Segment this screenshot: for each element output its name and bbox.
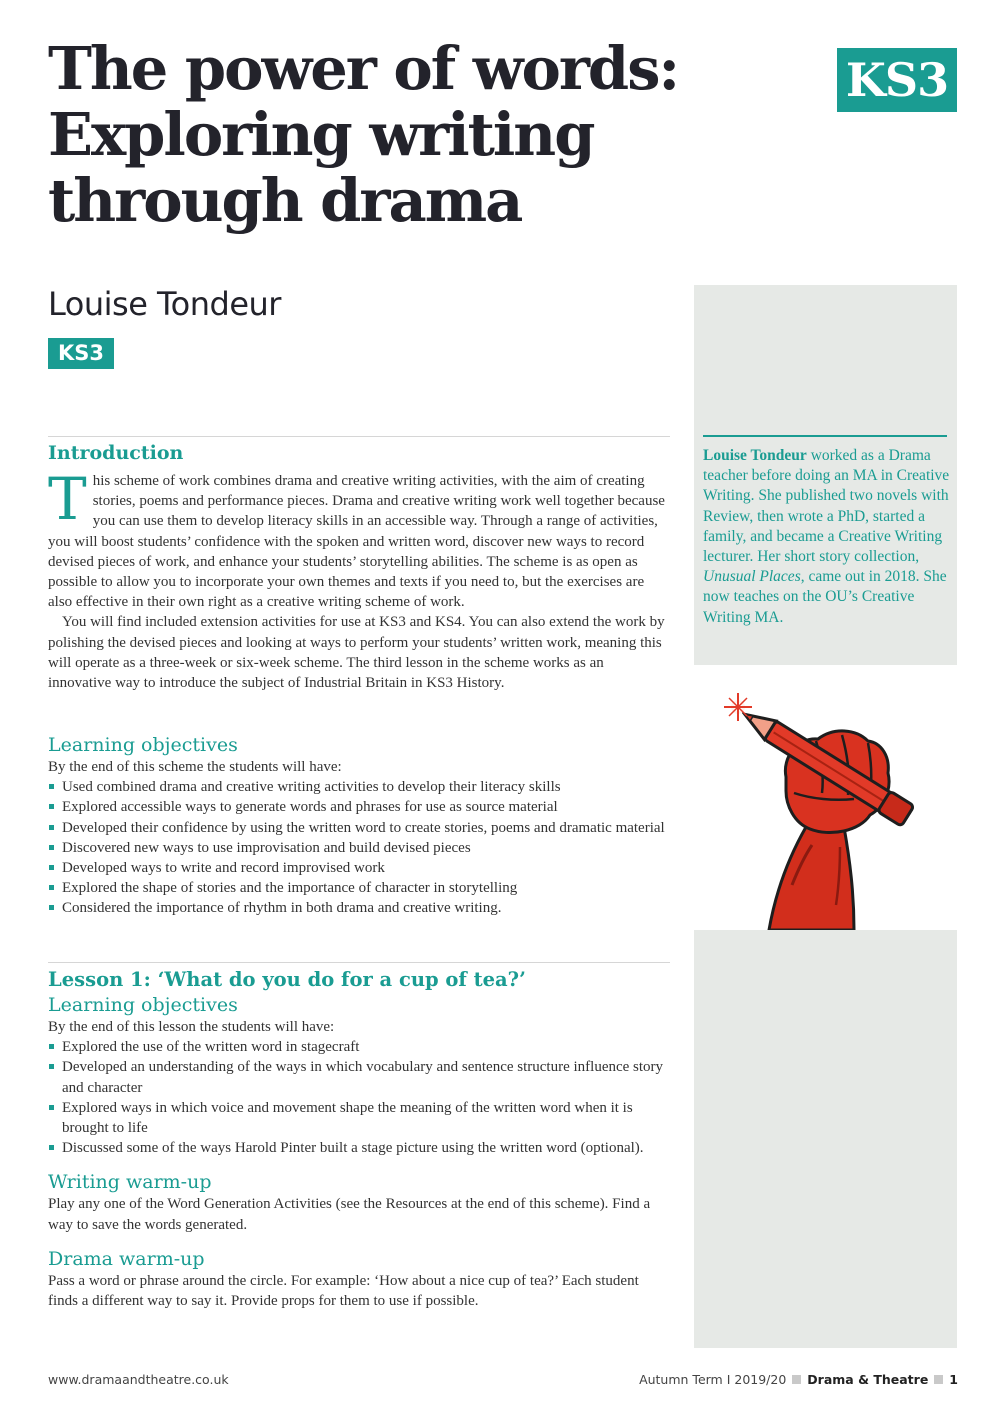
square-icon [934, 1375, 943, 1384]
level-badge: KS3 [48, 338, 114, 369]
lesson-1-section [48, 967, 670, 1311]
list-item: Explored the use of the written word in stagecraft [48, 1037, 670, 1057]
list-item: Explored the shape of stories and the importance of character in storytelling [48, 878, 670, 898]
hand-holding-pencil-illustration [694, 665, 957, 930]
lesson-1-objectives-heading: Learning objectives [48, 994, 238, 1016]
learning-objectives-list [48, 777, 670, 918]
list-item: Discussed some of the ways Harold Pinter built a stage picture using the written word (optional). [48, 1138, 670, 1158]
list-item: Considered the importance of rhythm in both drama and creative writing. [48, 898, 670, 918]
page-number: 1 [949, 1372, 958, 1387]
list-item: Explored accessible ways to generate words and phrases for use as source material [48, 797, 670, 817]
author-name: Louise Tondeur [48, 285, 281, 323]
introduction-paragraph-2: You will find included extension activities for use at KS3 and KS4. You can also extend the work by polishing the devised pieces and looking at ways to perform your students’ written work, meaning this will operate as a three-week or six-week scheme. The third lesson in the scheme works as an innovative way to introduce the subject of Industrial Britain in KS3 History. [48, 614, 665, 692]
footer-issue: Autumn Term I 2019/20 [639, 1372, 787, 1387]
list-item: Developed an understanding of the ways in which vocabulary and sentence structure influence story and character [48, 1057, 670, 1097]
title-line: The power of words: [48, 34, 679, 103]
page-title [48, 36, 688, 234]
author-bio [703, 446, 951, 628]
ks3-logo: KS3 [837, 48, 957, 112]
list-item: Developed their confidence by using the written word to create stories, poems and dramatic material [48, 818, 670, 838]
introduction-body [48, 465, 670, 612]
drop-cap: T [48, 465, 87, 533]
section-divider [48, 436, 670, 437]
learning-objectives-section [48, 733, 670, 919]
bio-text: , came out in 2018. She now teaches on the OU’s Creative Writing MA. [703, 568, 947, 626]
writing-warm-up-text: Play any one of the Word Generation Activities (see the Resources at the end of this scheme). Find a way to save the words generated. [48, 1196, 651, 1233]
lesson-1-heading: Lesson 1: ‘What do you do for a cup of tea?’ [48, 968, 526, 991]
lesson-1-objectives-intro: By the end of this lesson the students will have: [48, 1019, 335, 1035]
writing-warm-up-heading: Writing warm-up [48, 1171, 212, 1194]
drama-warm-up-heading: Drama warm-up [48, 1247, 205, 1270]
footer-magazine: Drama & Theatre [807, 1372, 929, 1387]
square-icon [792, 1375, 801, 1384]
learning-objectives-intro: By the end of this scheme the students will have: [48, 759, 342, 775]
section-divider [48, 962, 670, 963]
introduction-heading: Introduction [48, 442, 184, 464]
list-item: Used combined drama and creative writing activities to develop their literacy skills [48, 777, 670, 797]
sidebar-divider [703, 435, 947, 437]
title-line: Exploring writing [48, 100, 594, 169]
illustration-panel [694, 665, 957, 930]
lesson-1-objectives-list [48, 1037, 670, 1158]
introduction-section [48, 441, 670, 693]
footer-issue-info [639, 1372, 958, 1387]
bio-book-title: Unusual Places [703, 568, 801, 586]
title-line: through drama [48, 166, 522, 235]
bio-text: worked as a Drama teacher before doing an MA in Creative Writing. She published two novels with Review, then wrote a PhD, started a family, and became a Creative Writing lecturer. Her short story collection, [703, 447, 950, 566]
list-item: Explored ways in which voice and movement shape the meaning of the written word when it is brought to life [48, 1098, 670, 1138]
list-item: Discovered new ways to use improvisation and build devised pieces [48, 838, 670, 858]
learning-objectives-heading: Learning objectives [48, 734, 238, 756]
drama-warm-up-text: Pass a word or phrase around the circle. For example: ‘How about a nice cup of tea?’ Each student finds a different way to say it. Provide props for them to use if possible. [48, 1272, 639, 1310]
footer-website: www.dramaandtheatre.co.uk [48, 1372, 229, 1387]
list-item: Developed ways to write and record improvised work [48, 858, 670, 878]
introduction-paragraph-1: his scheme of work combines drama and creative writing activities, with the aim of creating stories, poems and performance pieces. Drama and creative writing work well together because you can use them to develop literacy skills in an accessible way. Through a range of activities, you will boost students’ confidence with the spoken and written word, discover new ways to record devised pieces of work, and enhance your students’ storytelling abilities. The scheme is as open as possible to allow you to incorporate your own themes and texts if you need to, but the exercises are also effective in their own right as a creative writing scheme of work. [48, 473, 665, 611]
bio-name: Louise Tondeur [703, 447, 807, 464]
